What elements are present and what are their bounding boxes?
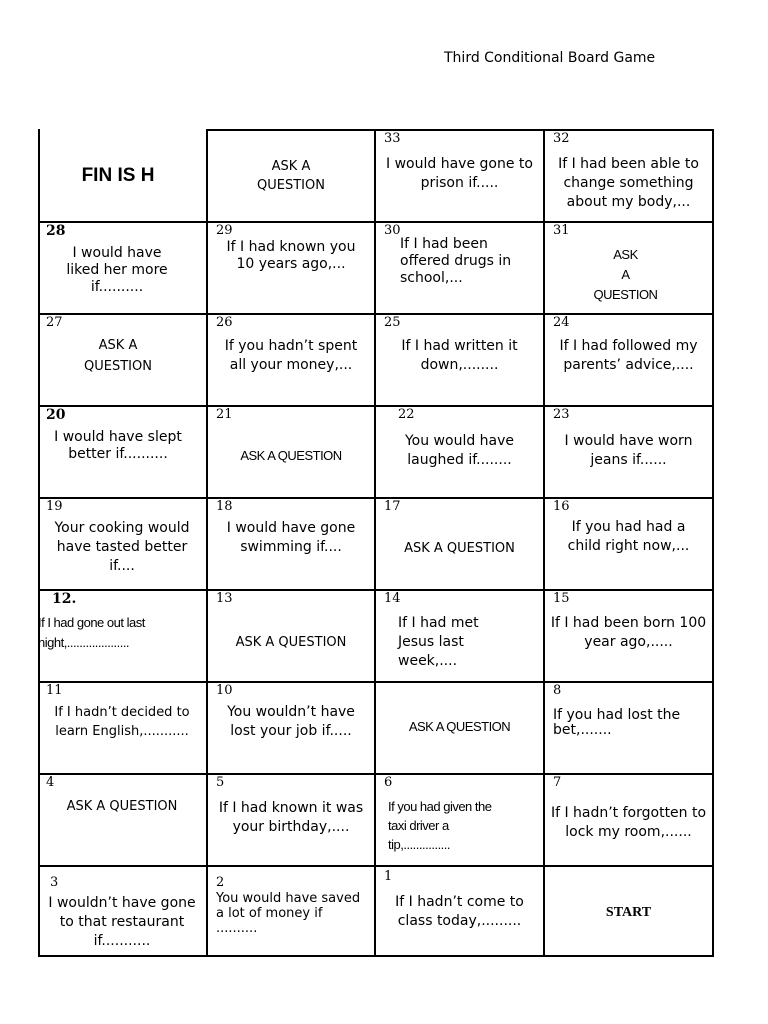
cell-number: 20 <box>46 407 66 423</box>
cell-text: I would have liked her more if.......... <box>66 245 168 295</box>
cell-text: If I had been offered drugs in school,... <box>400 236 512 286</box>
cell-number: 32 <box>553 131 570 146</box>
cell-32 <box>545 129 714 221</box>
cell-number: 28 <box>46 223 66 239</box>
cell-23 <box>545 405 714 497</box>
cell-number: 3 <box>50 875 59 890</box>
cell-2 <box>208 865 376 955</box>
cell-28 <box>38 221 208 313</box>
cell-20 <box>38 405 208 497</box>
cell-text: If I hadn’t come to class today,......... <box>395 894 524 929</box>
cell-number: 15 <box>553 591 570 606</box>
cell-8 <box>545 681 714 773</box>
cell-text: ASK A QUESTION <box>240 448 342 463</box>
cell-text: If I had written it down,........ <box>401 338 518 373</box>
cell-number: 24 <box>553 315 570 330</box>
cell-11 <box>38 681 208 773</box>
cell-12 <box>38 589 208 681</box>
cell-text: If I had followed my parents’ advice,.... <box>559 338 698 373</box>
page-title: Third Conditional Board Game <box>444 50 656 66</box>
cell-1 <box>376 865 545 955</box>
cell-text: If you hadn’t spent all your money,... <box>224 338 358 373</box>
cell-number: 30 <box>384 223 401 238</box>
cell-number: 22 <box>398 407 415 422</box>
cell-text: ASK A QUESTION <box>235 635 347 650</box>
cell-text: I wouldn’t have gone to that restaurant if........... <box>48 895 196 949</box>
cell-16 <box>545 497 714 589</box>
cell-3 <box>38 865 208 955</box>
cell-number: 13 <box>216 591 233 606</box>
cell-start <box>545 865 714 955</box>
cell-10 <box>208 681 376 773</box>
cell-text: ASK A QUESTION <box>593 247 658 302</box>
cell-text: If I hadn’t decided to learn English,........... <box>54 705 190 739</box>
cell-text: If I had been born 100 year ago,..... <box>550 615 707 650</box>
game-board <box>38 129 714 957</box>
cell-number: 16 <box>553 499 570 514</box>
cell-33 <box>376 129 545 221</box>
cell-number: 33 <box>384 131 401 146</box>
cell-number: 5 <box>216 775 225 790</box>
finish-label: FIN IS H <box>81 165 155 186</box>
cell-number: 10 <box>216 683 233 698</box>
cell-number: 26 <box>216 315 233 330</box>
cell-text: I would have slept better if.......... <box>54 429 182 462</box>
cell-6 <box>376 773 545 865</box>
cell-text: If I had known it was your birthday,.... <box>218 800 364 835</box>
cell-number: 18 <box>216 499 233 514</box>
cell-number: 17 <box>384 499 401 514</box>
cell-4 <box>38 773 208 865</box>
cell-number: 4 <box>46 775 55 790</box>
cell-number: 7 <box>553 775 562 790</box>
cell-22 <box>376 405 545 497</box>
cell-30 <box>376 221 545 313</box>
cell-26 <box>208 313 376 405</box>
cell-text: ASK A QUESTION <box>84 338 152 374</box>
cell-7 <box>545 773 714 865</box>
cell-25 <box>376 313 545 405</box>
cell-number: 21 <box>216 407 233 422</box>
cell-31 <box>545 221 714 313</box>
cell-text: Your cooking would have tasted better if.... <box>54 520 190 574</box>
cell-text: You would have saved a lot of money if .......... <box>216 891 361 936</box>
cell-5 <box>208 773 376 865</box>
cell-finish <box>38 129 208 221</box>
cell-text: I would have worn jeans if...... <box>564 433 693 468</box>
cell-text: ASK A QUESTION <box>257 159 325 193</box>
cell-number: 6 <box>384 775 393 790</box>
cell-number: 19 <box>46 499 63 514</box>
cell-text: If you had lost the bet,....... <box>553 707 681 738</box>
cell-19 <box>38 497 208 589</box>
cell-text: ASK A QUESTION <box>404 541 515 556</box>
cell-24 <box>545 313 714 405</box>
cell-number: 12. <box>52 591 77 607</box>
cell-number: 11 <box>46 683 63 698</box>
cell-number: 8 <box>553 683 562 698</box>
cell-number: 29 <box>216 223 233 238</box>
cell-number: 27 <box>46 315 63 330</box>
cell-number: 1 <box>384 869 393 884</box>
cell-27 <box>38 313 208 405</box>
cell-text: If I had known you 10 years ago,... <box>226 239 356 272</box>
cell-text: I would have gone to prison if..... <box>386 156 533 191</box>
cell-17 <box>376 497 545 589</box>
cell-9 <box>376 681 545 773</box>
cell-number: 25 <box>384 315 401 330</box>
cell-text: If I had met Jesus last week,.... <box>398 615 479 669</box>
cell-text: If I had been able to change something about my body,... <box>558 156 699 210</box>
cell-text: ASK A QUESTION <box>66 799 178 814</box>
cell-text: You wouldn’t have lost your job if..... <box>227 704 355 739</box>
cell-number: 23 <box>553 407 570 422</box>
cell-text: ASK A QUESTION <box>408 719 511 734</box>
cell-text: If I had gone out last night,.................... <box>38 615 145 650</box>
cell-18 <box>208 497 376 589</box>
cell-14 <box>376 589 545 681</box>
cell-text: You would have laughed if........ <box>404 433 515 468</box>
cell-number: 2 <box>216 875 225 890</box>
cell-15 <box>545 589 714 681</box>
cell-21 <box>208 405 376 497</box>
start-label: START <box>605 905 652 920</box>
cell-29 <box>208 221 376 313</box>
cell-number: 14 <box>384 591 401 606</box>
cell-13 <box>208 589 376 681</box>
cell-text: If I hadn’t forgotten to lock my room,...... <box>550 805 707 840</box>
cell-number: 31 <box>553 223 570 238</box>
cell-text: If you had given the taxi driver a tip,............... <box>388 799 492 852</box>
cell-text: If you had had a child right now,... <box>567 519 690 554</box>
cell-top-ask <box>208 129 376 221</box>
cell-text: I would have gone swimming if.... <box>226 520 356 555</box>
